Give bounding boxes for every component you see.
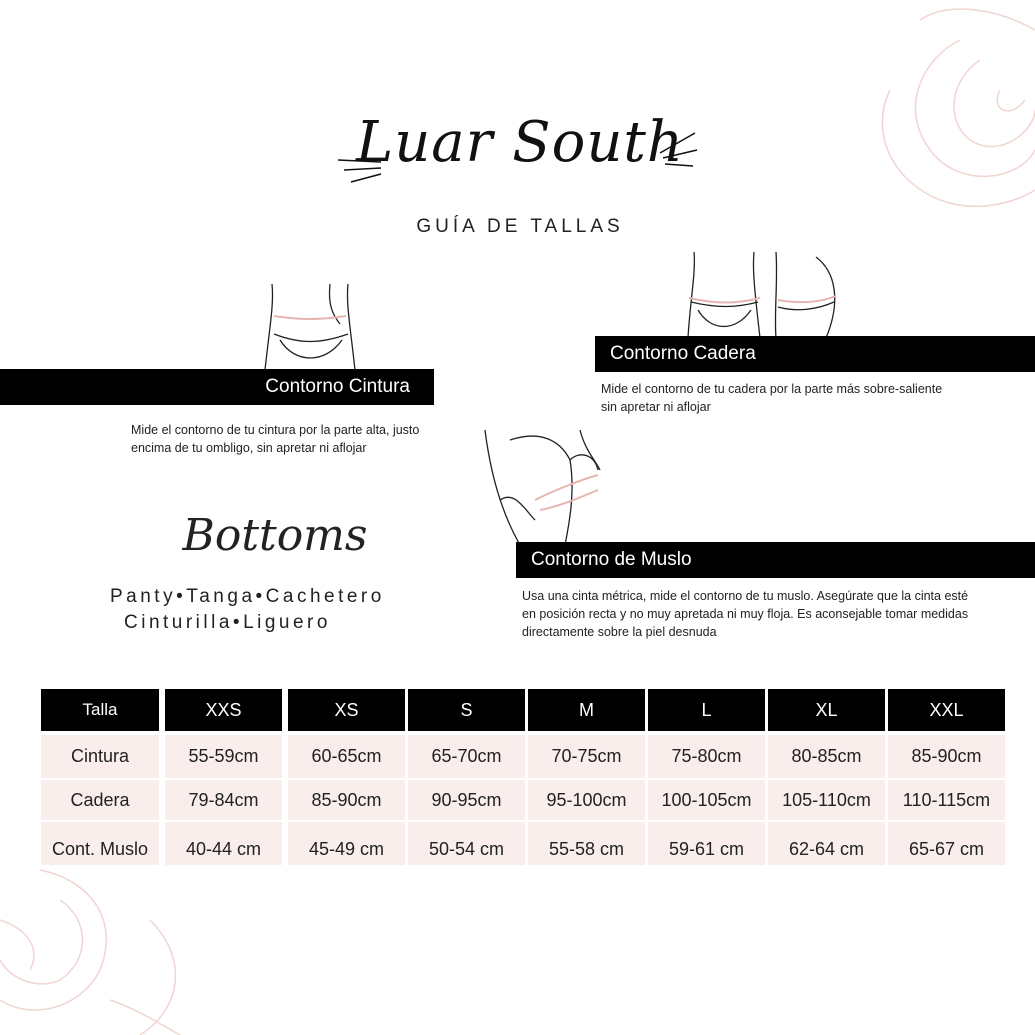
table-cell: 100-105cm bbox=[648, 780, 765, 820]
section-header-waist bbox=[0, 369, 434, 405]
table-header-cell: S bbox=[408, 689, 525, 731]
table-header-cell: L bbox=[648, 689, 765, 731]
section-label: Contorno Cadera bbox=[610, 343, 756, 364]
section-label: Contorno Cintura bbox=[265, 376, 410, 397]
category-types-line1: Panty•Tanga•Cachetero bbox=[110, 586, 385, 607]
row-label: Cadera bbox=[41, 780, 159, 820]
table-cell: 110-115cm bbox=[888, 780, 1005, 820]
table-header-cell: XS bbox=[288, 689, 405, 731]
table-header-cell: XXS bbox=[165, 689, 282, 731]
table-header-cell: M bbox=[528, 689, 645, 731]
waist-description: Mide el contorno de tu cintura por la parte alta, justo encima de tu ombligo, sin apretar ni aflojar bbox=[131, 423, 420, 455]
brand-logo: Luar South bbox=[356, 110, 684, 175]
section-label: Contorno de Muslo bbox=[531, 549, 692, 570]
row-background bbox=[768, 822, 885, 834]
row-label: Cintura bbox=[41, 735, 159, 778]
table-cell: 85-90cm bbox=[888, 735, 1005, 778]
hip-description: Mide el contorno de tu cadera por la parte más sobre-saliente sin apretar ni aflojar bbox=[601, 382, 943, 414]
table-cell: 70-75cm bbox=[528, 735, 645, 778]
table-header-cell: Talla bbox=[41, 689, 159, 731]
table-cell: 80-85cm bbox=[768, 735, 885, 778]
row-label: Cont. Muslo bbox=[41, 834, 159, 865]
table-cell: 85-90cm bbox=[288, 780, 405, 820]
row-background bbox=[648, 822, 765, 834]
category-types-line2: Cinturilla•Liguero bbox=[124, 612, 331, 633]
row-background bbox=[288, 822, 405, 834]
table-header-cell: XL bbox=[768, 689, 885, 731]
category-title: Bottoms bbox=[182, 510, 368, 561]
table-cell: 55-59cm bbox=[165, 735, 282, 778]
table-cell: 55-58 cm bbox=[528, 834, 645, 865]
table-cell: 62-64 cm bbox=[768, 834, 885, 865]
logo-flourish-left bbox=[336, 150, 386, 190]
section-header-thigh bbox=[516, 542, 1035, 578]
floral-decoration-bottom-left bbox=[0, 860, 200, 1035]
table-cell: 40-44 cm bbox=[165, 834, 282, 865]
table-cell: 50-54 cm bbox=[408, 834, 525, 865]
row-background bbox=[888, 822, 1005, 834]
table-cell: 75-80cm bbox=[648, 735, 765, 778]
logo-flourish-right bbox=[655, 128, 700, 173]
hip-illustration bbox=[686, 252, 841, 338]
table-cell: 90-95cm bbox=[408, 780, 525, 820]
table-cell: 45-49 cm bbox=[288, 834, 405, 865]
table-cell: 65-67 cm bbox=[888, 834, 1005, 865]
row-background bbox=[408, 822, 525, 834]
row-background bbox=[165, 822, 282, 834]
table-cell: 95-100cm bbox=[528, 780, 645, 820]
table-header-cell: XXL bbox=[888, 689, 1005, 731]
waist-illustration bbox=[260, 284, 360, 370]
page-subtitle: GUÍA DE TALLAS bbox=[416, 216, 624, 237]
table-cell: 65-70cm bbox=[408, 735, 525, 778]
row-background bbox=[41, 822, 159, 834]
thigh-description: Usa una cinta métrica, mide el contorno de tu muslo. Asegúrate que la cinta esté en posición recta y no muy apretada ni muy floja. Es aconsejable tomar medidas directamente sobre la piel desnuda bbox=[522, 589, 969, 639]
section-header-hip bbox=[595, 336, 1035, 372]
floral-decoration-top-right bbox=[860, 0, 1035, 240]
thigh-illustration bbox=[480, 430, 605, 545]
row-background bbox=[528, 822, 645, 834]
table-cell: 79-84cm bbox=[165, 780, 282, 820]
table-cell: 59-61 cm bbox=[648, 834, 765, 865]
table-cell: 105-110cm bbox=[768, 780, 885, 820]
table-cell: 60-65cm bbox=[288, 735, 405, 778]
